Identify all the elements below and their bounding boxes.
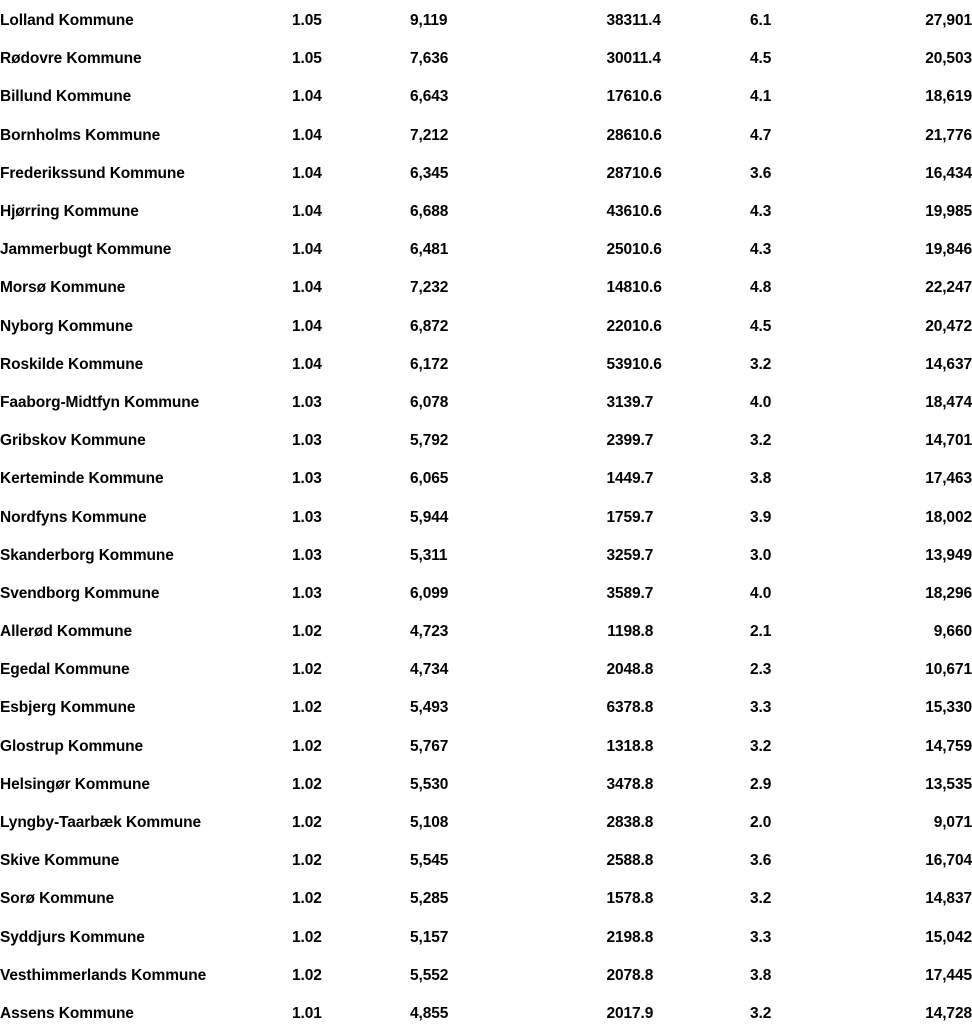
municipality-name: Skanderborg Kommune — [0, 546, 174, 564]
value-4: 9.7 — [632, 584, 654, 602]
value-3: 239 — [606, 432, 632, 450]
index-value: 1.02 — [292, 699, 322, 717]
value-6: 17,445 — [925, 966, 972, 984]
value-3: 637 — [606, 699, 632, 717]
value-6: 13,949 — [925, 546, 972, 564]
value-4: 8.8 — [632, 852, 654, 870]
value-4: 10.6 — [632, 241, 662, 259]
value-4: 10.6 — [632, 355, 662, 373]
index-value: 1.03 — [292, 470, 322, 488]
value-5: 2.1 — [750, 623, 772, 641]
municipality-name: Faaborg-Midtfyn Kommune — [0, 393, 200, 411]
value-3: 286 — [606, 126, 632, 144]
table-row — [0, 728, 972, 766]
table-row — [0, 346, 972, 384]
table-row — [0, 575, 972, 613]
value-5: 3.6 — [750, 852, 772, 870]
municipality-name: Bornholms Kommune — [0, 126, 161, 144]
value-6: 19,846 — [925, 241, 972, 259]
value-5: 2.9 — [750, 775, 772, 793]
value-4: 11.4 — [632, 50, 661, 68]
index-value: 1.02 — [292, 890, 322, 908]
value-5: 3.6 — [750, 164, 772, 182]
municipality-name: Glostrup Kommune — [0, 737, 144, 755]
value-6: 18,619 — [925, 88, 972, 106]
value-6: 16,434 — [925, 164, 972, 182]
value-2: 5,545 — [410, 852, 449, 870]
value-3: 157 — [606, 890, 632, 908]
value-4: 9.7 — [632, 432, 654, 450]
index-value: 1.02 — [292, 623, 322, 641]
value-6: 15,330 — [925, 699, 972, 717]
value-2: 5,767 — [410, 737, 449, 755]
value-3: 300 — [606, 50, 632, 68]
index-value: 1.04 — [292, 241, 322, 259]
value-4: 10.6 — [632, 279, 662, 297]
value-5: 4.3 — [750, 241, 772, 259]
value-2: 6,481 — [410, 241, 449, 259]
index-value: 1.03 — [292, 508, 322, 526]
value-4: 8.8 — [632, 737, 654, 755]
value-5: 4.0 — [750, 393, 772, 411]
value-4: 10.6 — [632, 317, 662, 335]
index-value: 1.02 — [292, 814, 322, 832]
value-3: 436 — [606, 203, 632, 221]
value-6: 21,776 — [925, 126, 972, 144]
table-row — [0, 995, 972, 1033]
municipality-name: Vesthimmerlands Kommune — [0, 966, 207, 984]
index-value: 1.02 — [292, 928, 322, 946]
table-row — [0, 78, 972, 116]
index-value: 1.05 — [292, 12, 322, 30]
value-4: 8.8 — [632, 890, 654, 908]
index-value: 1.03 — [292, 393, 322, 411]
table-row — [0, 880, 972, 918]
table-row — [0, 2, 972, 40]
value-3: 131 — [606, 737, 632, 755]
municipality-name: Lyngby-Taarbæk Kommune — [0, 814, 202, 832]
value-4: 8.8 — [632, 966, 654, 984]
value-2: 6,078 — [410, 393, 449, 411]
value-2: 9,119 — [410, 12, 448, 30]
value-6: 15,042 — [925, 928, 972, 946]
value-6: 14,637 — [925, 355, 972, 373]
value-6: 19,985 — [925, 203, 972, 221]
value-4: 10.6 — [632, 126, 662, 144]
value-3: 148 — [606, 279, 632, 297]
value-3: 287 — [606, 164, 632, 182]
value-5: 6.1 — [750, 12, 772, 30]
municipality-name: Sorø Kommune — [0, 890, 115, 908]
table-row — [0, 957, 972, 995]
value-2: 5,944 — [410, 508, 449, 526]
value-2: 5,530 — [410, 775, 449, 793]
value-3: 201 — [606, 1004, 632, 1022]
value-3: 219 — [606, 928, 632, 946]
value-3: 347 — [606, 775, 632, 793]
table-row — [0, 308, 972, 346]
table-row — [0, 651, 972, 689]
value-5: 3.2 — [750, 355, 772, 373]
municipality-name: Helsingør Kommune — [0, 775, 150, 793]
value-5: 4.3 — [750, 203, 772, 221]
index-value: 1.04 — [292, 355, 322, 373]
municipality-name: Lolland Kommune — [0, 12, 134, 30]
index-value: 1.03 — [292, 584, 322, 602]
municipality-name: Jammerbugt Kommune — [0, 241, 172, 259]
value-5: 2.3 — [750, 661, 772, 679]
value-4: 8.8 — [632, 699, 654, 717]
value-4: 8.8 — [632, 814, 654, 832]
value-5: 4.0 — [750, 584, 772, 602]
index-value: 1.02 — [292, 775, 322, 793]
value-2: 7,232 — [410, 279, 449, 297]
value-2: 5,493 — [410, 699, 449, 717]
value-2: 5,792 — [410, 432, 449, 450]
value-6: 14,701 — [925, 432, 972, 450]
municipality-name: Frederikssund Kommune — [0, 164, 185, 182]
table-row — [0, 537, 972, 575]
municipality-name: Esbjerg Kommune — [0, 699, 136, 717]
value-2: 4,855 — [410, 1004, 449, 1022]
value-3: 539 — [606, 355, 632, 373]
value-4: 9.7 — [632, 393, 654, 411]
value-3: 144 — [606, 470, 632, 488]
table-row — [0, 231, 972, 269]
value-6: 13,535 — [925, 775, 972, 793]
value-6: 17,463 — [925, 470, 972, 488]
value-2: 6,065 — [410, 470, 449, 488]
table-row — [0, 40, 972, 78]
table-row — [0, 384, 972, 422]
value-6: 18,002 — [925, 508, 972, 526]
value-4: 9.7 — [632, 508, 654, 526]
value-2: 6,172 — [410, 355, 449, 373]
index-value: 1.04 — [292, 203, 322, 221]
table-row — [0, 689, 972, 727]
municipality-name: Skive Kommune — [0, 852, 120, 870]
value-5: 2.0 — [750, 814, 772, 832]
table-row — [0, 155, 972, 193]
value-5: 3.2 — [750, 1004, 772, 1022]
index-value: 1.04 — [292, 317, 322, 335]
value-6: 18,474 — [925, 393, 972, 411]
table-row — [0, 117, 972, 155]
index-value: 1.04 — [292, 164, 322, 182]
index-value: 1.01 — [292, 1004, 322, 1022]
value-6: 22,247 — [925, 279, 972, 297]
municipality-name: Svendborg Kommune — [0, 584, 160, 602]
table-row — [0, 804, 972, 842]
municipality-name: Billund Kommune — [0, 88, 132, 106]
index-value: 1.03 — [292, 546, 322, 564]
municipality-name: Nordfyns Kommune — [0, 508, 147, 526]
value-6: 20,503 — [925, 50, 972, 68]
table-row — [0, 460, 972, 498]
value-3: 383 — [606, 12, 632, 30]
table-row — [0, 269, 972, 307]
value-5: 3.2 — [750, 890, 772, 908]
value-6: 16,704 — [925, 852, 972, 870]
municipality-name: Syddjurs Kommune — [0, 928, 145, 946]
value-5: 4.5 — [750, 317, 772, 335]
value-2: 6,688 — [410, 203, 449, 221]
municipality-name: Allerød Kommune — [0, 623, 132, 641]
table-row — [0, 842, 972, 880]
municipality-name: Assens Kommune — [0, 1004, 134, 1022]
value-6: 20,472 — [925, 317, 972, 335]
value-5: 3.2 — [750, 432, 772, 450]
table-body — [0, 2, 972, 1033]
municipality-name: Hjørring Kommune — [0, 203, 139, 221]
value-5: 3.2 — [750, 737, 772, 755]
value-2: 7,636 — [410, 50, 449, 68]
value-5: 4.1 — [750, 88, 772, 106]
value-2: 5,311 — [410, 546, 448, 564]
value-2: 5,157 — [410, 928, 449, 946]
value-6: 14,759 — [925, 737, 972, 755]
value-5: 4.5 — [750, 50, 772, 68]
value-2: 5,552 — [410, 966, 449, 984]
value-4: 10.6 — [632, 203, 662, 221]
value-4: 8.8 — [632, 775, 654, 793]
municipality-name: Gribskov Kommune — [0, 432, 146, 450]
value-6: 18,296 — [925, 584, 972, 602]
index-value: 1.05 — [292, 50, 322, 68]
value-5: 3.8 — [750, 966, 772, 984]
value-3: 313 — [606, 393, 632, 411]
value-5: 4.8 — [750, 279, 772, 297]
value-4: 8.8 — [632, 661, 654, 679]
index-value: 1.02 — [292, 737, 322, 755]
index-value: 1.03 — [292, 432, 322, 450]
value-2: 5,108 — [410, 814, 449, 832]
value-6: 10,671 — [925, 661, 972, 679]
value-2: 7,212 — [410, 126, 449, 144]
value-4: 9.7 — [632, 470, 654, 488]
value-3: 119 — [607, 623, 632, 641]
table-row — [0, 919, 972, 957]
table-row — [0, 766, 972, 804]
municipality-name: Roskilde Kommune — [0, 355, 144, 373]
value-4: 8.8 — [632, 928, 654, 946]
municipality-name: Nyborg Kommune — [0, 317, 133, 335]
table-row — [0, 498, 972, 536]
value-2: 6,643 — [410, 88, 449, 106]
value-2: 4,734 — [410, 661, 449, 679]
value-6: 14,728 — [925, 1004, 972, 1022]
value-5: 3.0 — [750, 546, 772, 564]
index-value: 1.04 — [292, 126, 322, 144]
value-3: 283 — [606, 814, 632, 832]
value-3: 250 — [606, 241, 632, 259]
value-6: 14,837 — [925, 890, 972, 908]
table-row — [0, 193, 972, 231]
index-value: 1.02 — [292, 661, 322, 679]
value-3: 204 — [606, 661, 632, 679]
value-3: 176 — [606, 88, 632, 106]
table-row — [0, 613, 972, 651]
value-5: 3.3 — [750, 699, 772, 717]
value-4: 10.6 — [632, 164, 662, 182]
value-4: 9.7 — [632, 546, 654, 564]
value-5: 3.3 — [750, 928, 772, 946]
value-4: 7.9 — [632, 1004, 654, 1022]
value-6: 9,071 — [933, 814, 972, 832]
value-3: 175 — [606, 508, 632, 526]
value-4: 11.4 — [632, 12, 661, 30]
value-3: 358 — [606, 584, 632, 602]
value-2: 6,099 — [410, 584, 449, 602]
value-5: 4.7 — [750, 126, 772, 144]
value-3: 325 — [606, 546, 632, 564]
index-value: 1.02 — [292, 852, 322, 870]
value-2: 4,723 — [410, 623, 449, 641]
municipality-name: Egedal Kommune — [0, 661, 130, 679]
value-2: 5,285 — [410, 890, 449, 908]
value-2: 6,872 — [410, 317, 449, 335]
value-5: 3.8 — [750, 470, 772, 488]
municipality-statistics-table — [0, 2, 972, 1033]
municipality-name: Rødovre Kommune — [0, 50, 142, 68]
value-4: 10.6 — [632, 88, 662, 106]
value-3: 207 — [606, 966, 632, 984]
value-5: 3.9 — [750, 508, 772, 526]
index-value: 1.02 — [292, 966, 322, 984]
value-2: 6,345 — [410, 164, 449, 182]
value-4: 8.8 — [632, 623, 654, 641]
value-6: 27,901 — [925, 12, 972, 30]
municipality-name: Morsø Kommune — [0, 279, 126, 297]
municipality-name: Kerteminde Kommune — [0, 470, 164, 488]
index-value: 1.04 — [292, 279, 322, 297]
value-3: 258 — [606, 852, 632, 870]
value-3: 220 — [606, 317, 632, 335]
table-row — [0, 422, 972, 460]
index-value: 1.04 — [292, 88, 322, 106]
value-6: 9,660 — [933, 623, 972, 641]
